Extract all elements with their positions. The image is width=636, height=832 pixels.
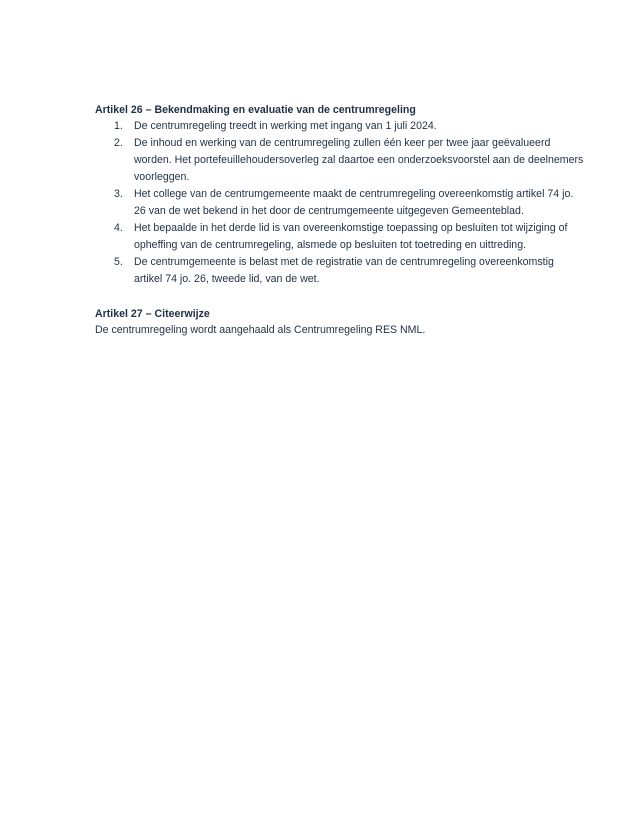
list-item: [95, 135, 585, 186]
document-page: [95, 102, 585, 338]
list-item: [95, 118, 585, 135]
article-26-list: [95, 118, 585, 288]
list-item-number: 5.: [114, 256, 123, 268]
list-item-text: De centrumregeling treedt in werking met ingang van 1 juli 2024.: [134, 120, 437, 132]
list-item: [95, 254, 585, 288]
list-item-text: Het college van de centrumgemeente maakt de centrumregeling overeenkomstig artikel 74 jo. 26 van de wet bekend in het door de centrumgemeente uitgegeven Gemeenteblad.: [134, 188, 574, 217]
article-27-text: De centrumregeling wordt aangehaald als Centrumregeling RES NML.: [95, 324, 426, 336]
article-26-title: Artikel 26 – Bekendmaking en evaluatie van de centrumregeling: [95, 104, 416, 116]
list-item-number: 1.: [114, 120, 123, 132]
list-item-text: De centrumgemeente is belast met de registratie van de centrumregeling overeenkomstig artikel 74 jo. 26, tweede lid, van de wet.: [134, 256, 554, 285]
list-item-number: 4.: [114, 222, 123, 234]
article-27-title: Artikel 27 – Citeerwijze: [95, 308, 210, 320]
article-26: [95, 102, 585, 288]
list-item-number: 3.: [114, 188, 123, 200]
list-item: [95, 186, 585, 220]
list-item-text: Het bepaalde in het derde lid is van overeenkomstige toepassing op besluiten tot wijziging of opheffing van de centrumregeling, alsmede op besluiten tot toetreding en uittreding.: [134, 222, 568, 251]
list-item-text: De inhoud en werking van de centrumregeling zullen één keer per twee jaar geëvalueerd worden. Het portefeuillehoudersoverleg zal daartoe een onderzoeksvoorstel aan de deelnemers voorleggen.: [134, 137, 584, 183]
list-item: [95, 220, 585, 254]
list-item-number: 2.: [114, 137, 123, 149]
article-27: [95, 306, 585, 338]
